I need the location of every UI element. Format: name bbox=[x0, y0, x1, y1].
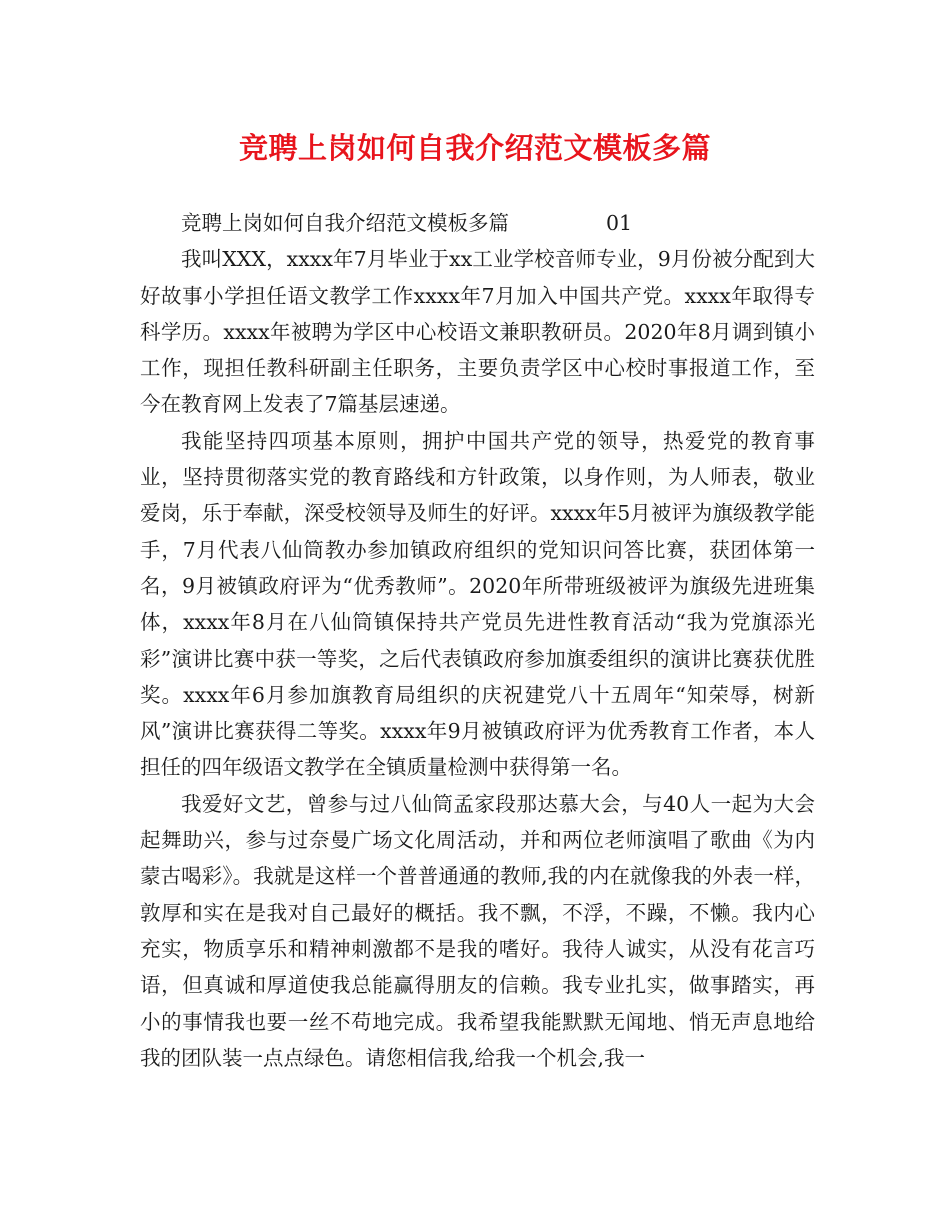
paragraph-2: 我能坚持四项基本原则，拥护中国共产党的领导，热爱党的教育事业，坚持贯彻落实党的教育路线和方针政策，以身作则，为人师表，敬业爱岗，乐于奉献，深受校领导及师生的好评。xxxx年5月被评为旗级教学能手，7月代表八仙筒教办参加镇政府组织的党知识问答比赛，获团体第一名，9月被镇政府评为“优秀教师”。2020年所带班级被评为旗级先进班集体，xxxx年8月在八仙筒镇保持共产党员先进性教育活动“我为党旗添光彩”演讲比赛中获一等奖，之后代表镇政府参加旗委组织的演讲比赛获优胜奖。xxxx年6月参加旗教育局组织的庆祝建党八十五周年“知荣辱，树新风”演讲比赛获得二等奖。xxxx年9月被镇政府评为优秀教育工作者，本人担任的四年级语文教学在全镇质量检测中获得第一名。 bbox=[140, 428, 815, 780]
section-heading bbox=[140, 205, 815, 241]
paragraph-3: 我爱好文艺，曾参与过八仙筒孟家段那达慕大会，与40人一起为大会起舞助兴，参与过奈曼广场文化周活动，并和两位老师演唱了歌曲《为内蒙古喝彩》。我就是这样一个普普通通的教师,我的内在就像我的外表一样，敦厚和实在是我对自己最好的概括。我不飘，不浮，不躁，不懒。我内心充实，物质享乐和精神刺激都不是我的嗜好。我待人诚实，从没有花言巧语，但真诚和厚道使我总能赢得朋友的信赖。我专业扎实，做事踏实，再小的事情我也要一丝不苟地完成。我希望我能默默无闻地、悄无声息地给我的团队装一点点绿色。请您相信我,给我一个机会,我一 bbox=[140, 791, 815, 1070]
document-body bbox=[140, 205, 815, 1076]
section-number: 01 bbox=[606, 211, 633, 235]
section-heading-text: 竞聘上岗如何自我介绍范文模板多篇 bbox=[181, 211, 509, 235]
paragraph-1: 我叫XXX，xxxx年7月毕业于xx工业学校音师专业，9月份被分配到大好故事小学担任语文教学工作xxxx年7月加入中国共产党。xxxx年取得专科学历。xxxx年被聘为学区中心校语文兼职教研员。2020年8月调到镇小工作，现担任教科研副主任职务，主要负责学区中心校时事报道工作，至今在教育网上发表了7篇基层速递。 bbox=[140, 247, 815, 417]
document-title: 竞聘上岗如何自我介绍范文模板多篇 bbox=[238, 131, 711, 165]
